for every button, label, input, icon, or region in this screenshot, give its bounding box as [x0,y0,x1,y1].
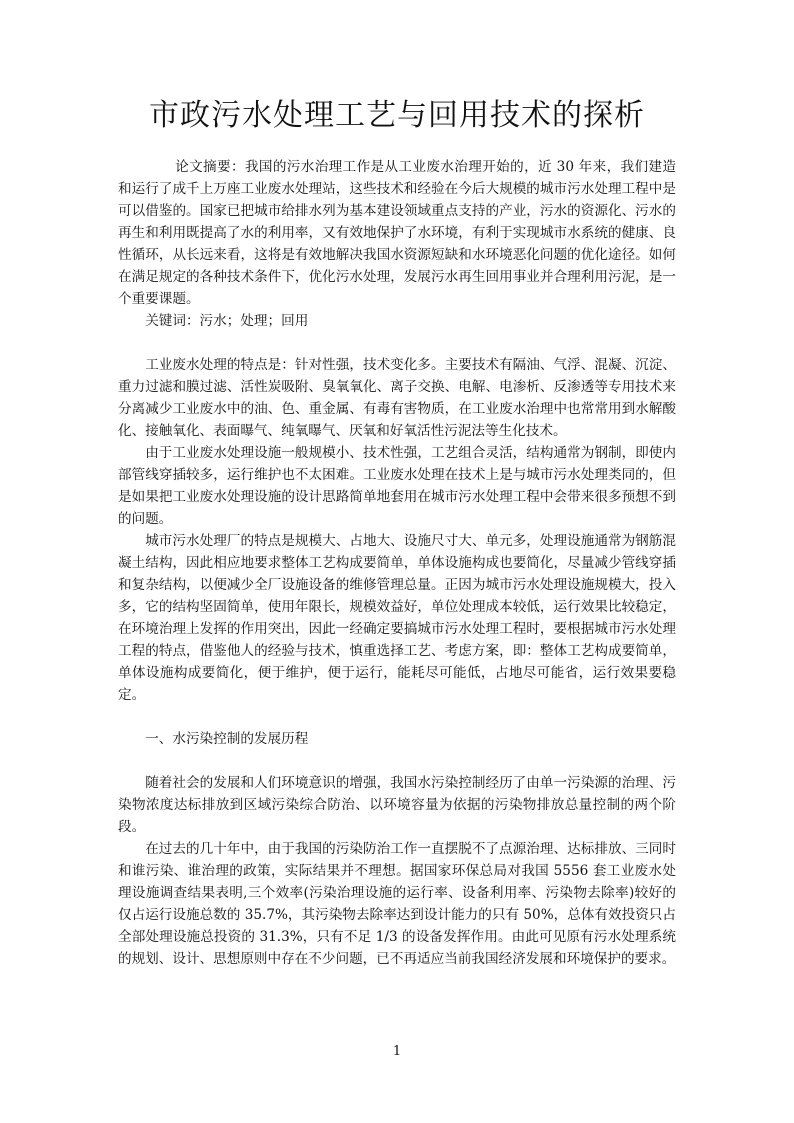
page-number: 1 [392,1044,402,1059]
keywords-line: 关键词：污水；处理；回用 [145,313,309,329]
spacer [118,706,676,728]
body-paragraph: 在过去的几十年中，由于我国的污染防治工作一直摆脱不了点源治理、达标排放、三同时和谁污染、谁治理的政策，实际结果并不理想。据国家环保总局对我国 5556 套工业废水处理设施调查结果表明,三个效率(污染治理设施的运行率、设备利用率、污染物去除率)较好的仅占运行设施总数的 35.7%，其污染物去除率达到设计能力的只有 50%，总体有效投资只占全部处理设施总投资的 31.3%，只有不足 1/3 的设备发挥作用。由此可见原有污水处理系统的规划、设计、思想原则中存在不少问题，已不再适应当前我国经济发展和环境保护的要求。 [118,841,676,967]
abstract-paragraph: 论文摘要：我国的污水治理工作是从工业废水治理开始的，近 30 年来，我们建造和运行了成千上万座工业废水处理站，这些技术和经验在今后大规模的城市污水处理工程中是可以借鉴的。国家已把城市给排水列为基本建设领域重点支持的产业，污水的资源化、污水的再生和利用既提高了水的利用率，又有效地保护了水环境，有利于实现城市水系统的健康、良性循环，从长远来看，这将是有效地解决我国水资源短缺和水环境恶化问题的优化途径。如何在满足规定的各种技术条件下，优化污水处理，发展污水再生回用事业并合理利用污泥，是一个重要课题。 [118,159,676,307]
document-title: 市政污水处理工艺与回用技术的探析 [149,98,645,133]
body-paragraph: 城市污水处理厂的特点是规模大、占地大、设施尺寸大、单元多，处理设施通常为钢筋混凝土结构，因此相应地要求整体工艺构成要简单，单体设施构成也要简化，尽量减少管线穿插和复杂结构，以便减少全厂设施设备的维修管理总量。正因为城市污水处理设施规模大，投入多，它的结构坚固简单，使用年限长，规模效益好，单位处理成本较低，运行效果比较稳定，在环境治理上发挥的作用突出，因此一经确定要搞城市污水处理工程时，要根据城市污水处理工程的特点，借鉴他人的经验与技术，慎重选择工艺、考虑方案，即：整体工艺构成要简单，单体设施构成要简化，便于维护，便于运行，能耗尽可能低，占地尽可能省，运行效果要稳定。 [118,533,676,703]
spacer [118,750,676,772]
body-paragraph: 随着社会的发展和人们环境意识的增强，我国水污染控制经历了由单一污染源的治理、污染物浓度达标排放到区域污染综合防治、以环境容量为依据的污染物排放总量控制的两个阶段。 [118,775,676,835]
section-heading: 一、水污染控制的发展历程 [145,731,309,747]
body-paragraph: 由于工业废水处理设施一般规模小、技术性强，工艺组合灵活，结构通常为钢制，即使内部管线穿插较多，运行维护也不太困难。工业废水处理在技术上是与城市污水处理类同的，但是如果把工业废水处理设施的设计思路简单地套用在城市污水处理工程中会带来很多预想不到的问题。 [118,445,676,527]
spacer [118,332,676,354]
document-body [118,156,676,970]
body-paragraph: 工业废水处理的特点是：针对性强，技术变化多。主要技术有隔油、气浮、混凝、沉淀、重力过滤和膜过滤、活性炭吸附、臭氧氧化、离子交换、电解、电渗析、反渗透等专用技术来分离减少工业废水中的油、色、重金属、有毒有害物质，在工业废水治理中也常常用到水解酸化、接触氧化、表面曝气、纯氧曝气、厌氧和好氧活性污泥法等生化技术。 [118,357,676,439]
